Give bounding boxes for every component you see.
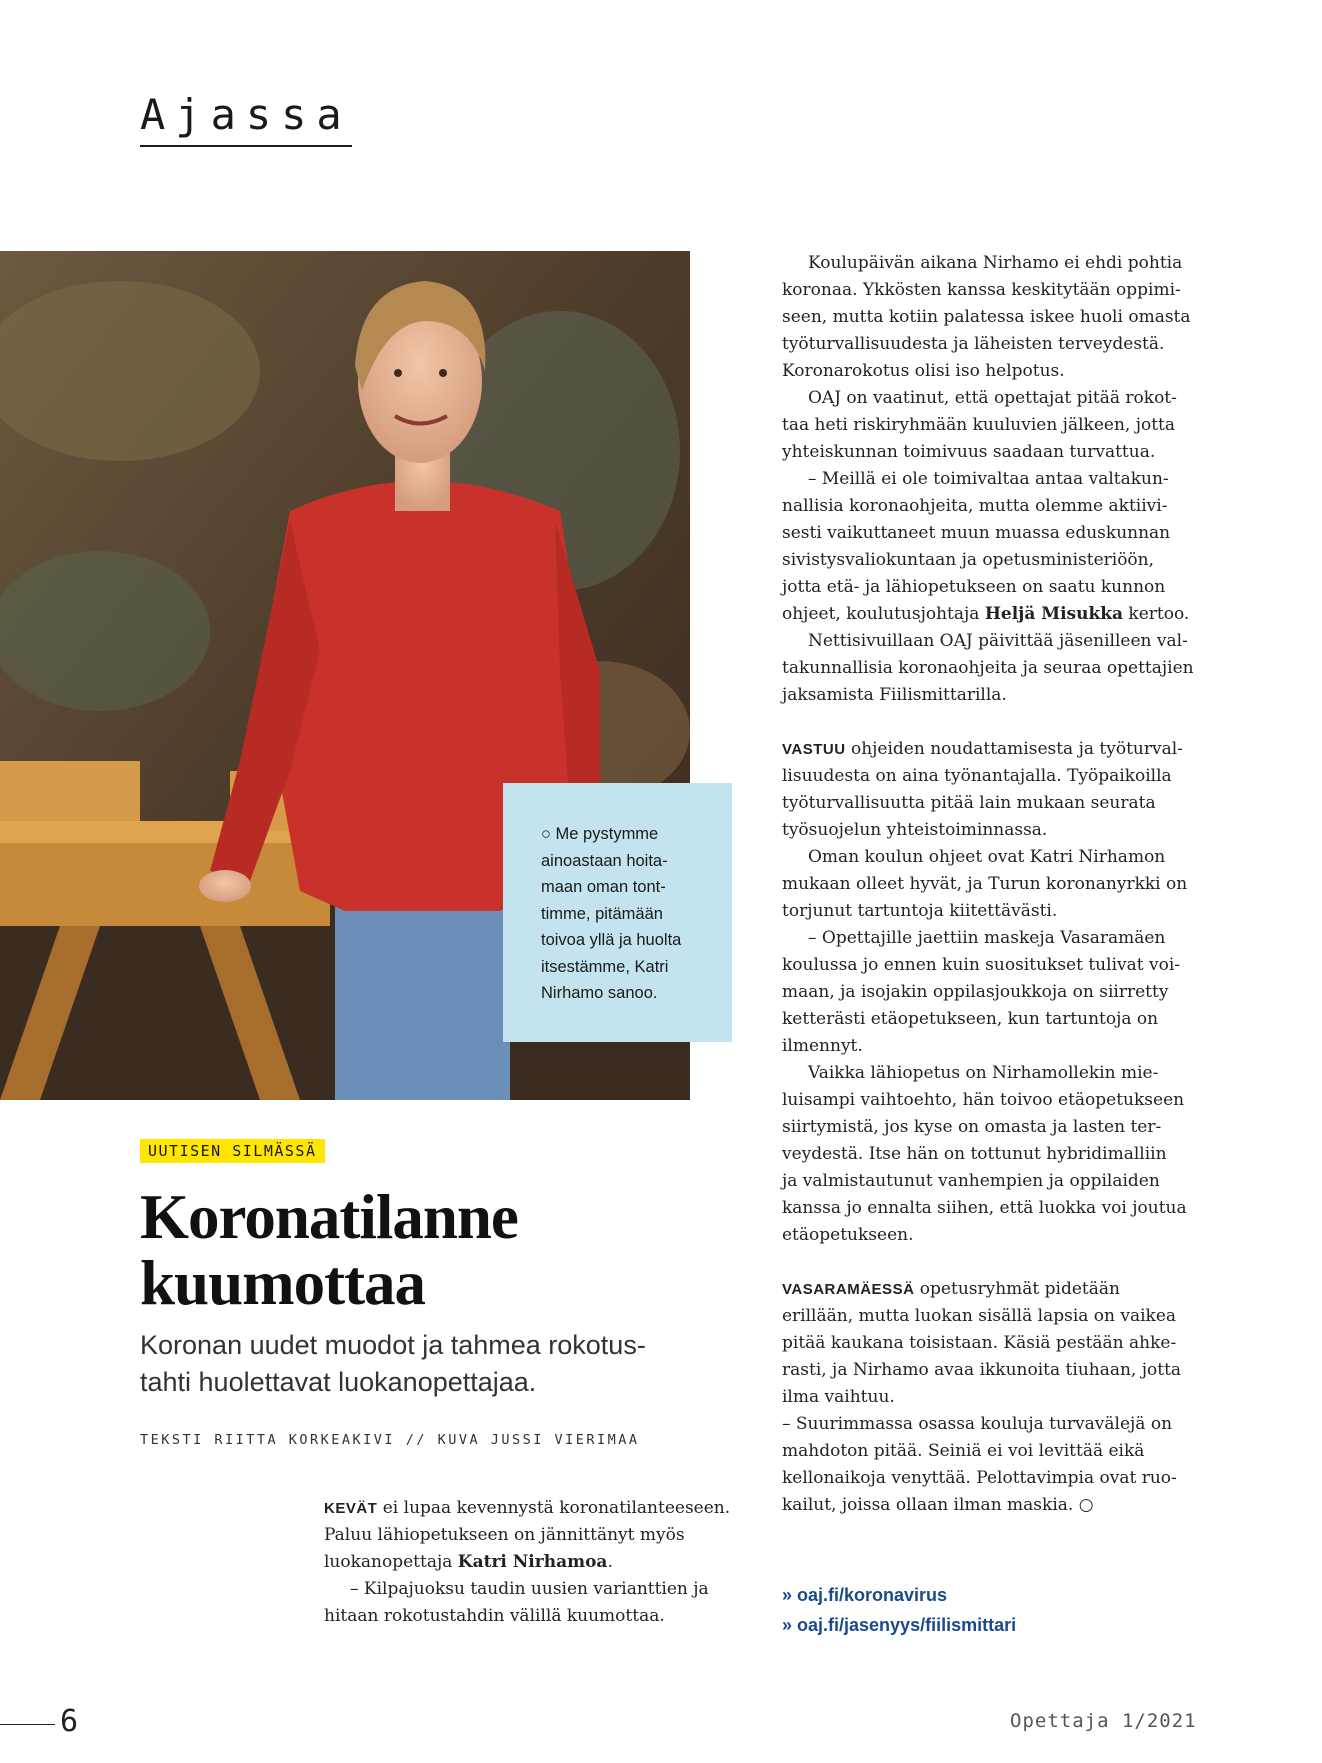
- text-line: maan, ja isojakin oppilasjoukkoja on siirretty: [782, 982, 1169, 1002]
- text-line: siirtymistä, jos kyse on omasta ja lasten ter-: [782, 1117, 1162, 1137]
- text-line: työturvallisuudesta ja läheisten terveydestä.: [782, 334, 1165, 354]
- pull-quote-line: timme, pitämään: [541, 904, 663, 923]
- text-line: nallisia koronaohjeita, mutta olemme aktiivi-: [782, 496, 1168, 516]
- text-line: luisampi vaihtoehto, hän toivoo etäopetukseen: [782, 1090, 1185, 1110]
- text-line: jotta etä- ja lähiopetukseen on saatu kunnon: [782, 577, 1166, 597]
- text-run: ohjeiden noudattamisesta ja työturval-: [845, 739, 1183, 759]
- text-line: kellonaikoja venyttää. Pelottavimpia ovat ruo-: [782, 1468, 1177, 1488]
- kicker-tag: UUTISEN SILMÄSSÄ: [140, 1139, 325, 1163]
- text-line: – Opettajille jaettiin maskeja Vasaramäen: [808, 928, 1166, 948]
- text-line: ja valmistautunut vanhempien ja oppilaiden: [782, 1171, 1160, 1191]
- text-line: mukaan olleet hyvät, ja Turun koronanyrkki on: [782, 874, 1188, 894]
- pull-quote-line: toivoa yllä ja huolta: [541, 931, 682, 949]
- lead-line: Koronan uudet muodot ja tahmea rokotus-: [140, 1330, 646, 1360]
- link-koronavirus[interactable]: » oaj.fi/koronavirus: [782, 1585, 948, 1605]
- text-line: lisuudesta on aina työnantajalla. Työpaikoilla: [782, 766, 1172, 786]
- text-line: Paluu lähiopetukseen on jännittänyt myös: [324, 1525, 685, 1545]
- text-line: sesti vaikuttaneet muun muassa eduskunnan: [782, 523, 1171, 543]
- text-line: – Meillä ei ole toimivaltaa antaa valtakun-: [808, 469, 1169, 489]
- magazine-issue: Opettaja 1/2021: [1010, 1710, 1197, 1732]
- text-line: erillään, mutta luokan sisällä lapsia on vaikea: [782, 1306, 1177, 1326]
- text-run: .: [607, 1552, 613, 1572]
- lead-word: VASARAMÄESSÄ: [782, 1281, 915, 1298]
- pull-quote-line: ainoastaan hoita-: [541, 851, 668, 870]
- intro-column: [324, 1495, 730, 1630]
- text-line: seen, mutta kotiin palatessa iskee huoli omasta: [782, 307, 1191, 327]
- text-run: ei lupaa kevennystä koronatilanteeseen.: [377, 1498, 731, 1518]
- text-line: ilma vaihtuu.: [782, 1387, 895, 1407]
- lead-word: KEVÄT: [324, 1500, 378, 1517]
- person-name: Katri Nirhamoa: [457, 1552, 608, 1572]
- text-line: Koronarokotus olisi iso helpotus.: [782, 361, 1065, 381]
- text-line: rasti, ja Nirhamo avaa ikkunoita tiuhaan, jotta: [782, 1360, 1182, 1380]
- lead-line: tahti huolettavat luokanopettajaa.: [140, 1367, 537, 1397]
- pull-quote: [503, 783, 732, 1042]
- text-run: kertoo.: [1123, 604, 1190, 624]
- text-line: torjunut tartuntoja kiitettävästi.: [782, 901, 1058, 921]
- text-line: – Kilpajuoksu taudin uusien varianttien ja: [350, 1579, 709, 1599]
- text-line: sivistysvaliokuntaan ja opetusministeriöön,: [782, 550, 1155, 570]
- text-line: kanssa jo ennalta siihen, että luokka voi joutua: [782, 1198, 1187, 1218]
- pull-quote-line: ○ Me pystymme: [541, 825, 659, 843]
- pull-quote-line: maan oman tont-: [541, 878, 666, 896]
- text-line: Nettisivuillaan OAJ päivittää jäsenilleen val-: [808, 631, 1188, 651]
- text-line: Koulupäivän aikana Nirhamo ei ehdi pohtia: [808, 253, 1183, 273]
- text-line: takunnallisia koronaohjeita ja seuraa opettajien: [782, 658, 1194, 678]
- text-line: ketterästi etäopetukseen, kun tartuntoja on: [782, 1009, 1159, 1029]
- text-line: OAJ on vaatinut, että opettajat pitää rokot-: [808, 388, 1177, 408]
- text-line: hitaan rokotustahdin välillä kuumottaa.: [324, 1606, 665, 1626]
- text-line: Vaikka lähiopetus on Nirhamollekin mie-: [808, 1063, 1159, 1083]
- text-run: ohjeet, koulutusjohtaja: [782, 604, 985, 624]
- body-column: [782, 250, 1194, 1519]
- text-line: jaksamista Fiilismittarilla.: [782, 685, 1007, 705]
- byline: TEKSTI RIITTA KORKEAKIVI // KUVA JUSSI VIERIMAA: [140, 1432, 640, 1448]
- text-run: opetusryhmät pidetään: [914, 1279, 1120, 1299]
- text-line: työsuojelun yhteistoiminnassa.: [782, 820, 1048, 840]
- related-links: [782, 1580, 1016, 1640]
- lead-paragraph: [140, 1327, 646, 1401]
- text-run: luokanopettaja: [324, 1552, 458, 1572]
- text-line: etäopetukseen.: [782, 1225, 914, 1245]
- headline-line: kuumottaa: [140, 1248, 426, 1318]
- person-name: Heljä Misukka: [984, 604, 1124, 624]
- text-line: kailut, joissa ollaan ilman maskia. ○: [782, 1495, 1094, 1515]
- text-line: taa heti riskiryhmään kuuluvien jälkeen, jotta: [782, 415, 1176, 435]
- text-line: mahdoton pitää. Seiniä ei voi levittää eikä: [782, 1441, 1145, 1461]
- link-fiilismittari[interactable]: » oaj.fi/jasenyys/fiilismittari: [782, 1615, 1017, 1635]
- text-line: koronaa. Ykkösten kanssa keskitytään oppimi-: [782, 280, 1181, 300]
- section-title: Ajassa: [140, 90, 352, 147]
- lead-word: VASTUU: [782, 741, 846, 758]
- text-line: työturvallisuutta pitää lain mukaan seurata: [782, 793, 1156, 813]
- folio-rule: [0, 1724, 55, 1725]
- text-line: Oman koulun ohjeet ovat Katri Nirhamon: [808, 847, 1166, 867]
- text-line: pitää kaukana toisistaan. Käsiä pestään ahke-: [782, 1333, 1177, 1353]
- headline-line: Koronatilanne: [140, 1182, 518, 1252]
- pull-quote-line: Nirhamo sanoo.: [541, 984, 658, 1002]
- text-line: yhteiskunnan toimivuus saadaan turvattua.: [782, 442, 1156, 462]
- page-number: 6: [60, 1704, 79, 1739]
- headline: [140, 1184, 518, 1316]
- text-line: – Suurimmassa osassa kouluja turvavälejä on: [782, 1414, 1173, 1434]
- text-line: koulussa jo ennen kuin suositukset tulivat voi-: [782, 955, 1180, 975]
- pull-quote-line: itsestämme, Katri: [541, 957, 669, 976]
- text-line: ilmennyt.: [782, 1036, 863, 1056]
- text-line: veydestä. Itse hän on tottunut hybridimalliin: [782, 1144, 1167, 1164]
